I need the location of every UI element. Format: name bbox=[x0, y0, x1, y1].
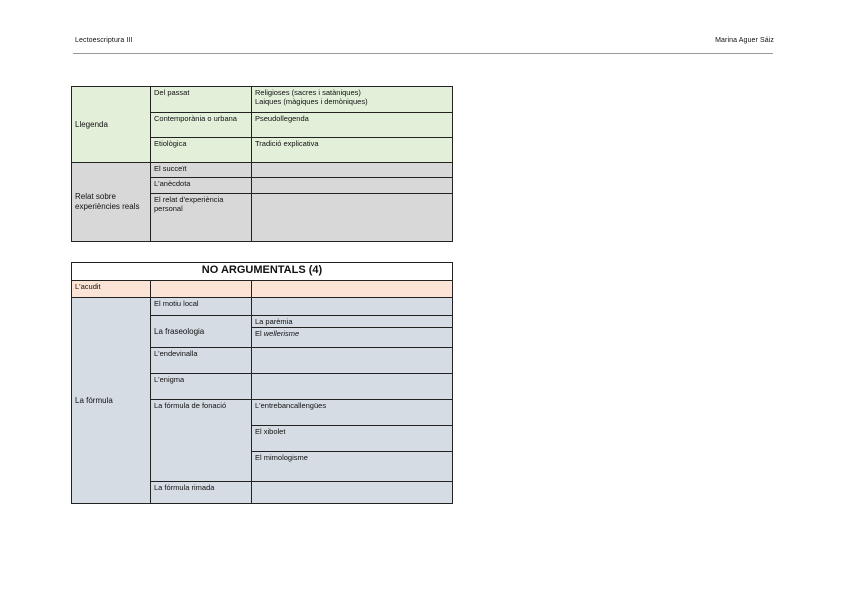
example-cell: Pseudollegenda bbox=[252, 113, 453, 138]
table-title-row bbox=[72, 263, 453, 281]
table-llegenda-relat bbox=[71, 86, 453, 242]
type-cell: Del passat bbox=[151, 87, 252, 113]
type-cell: Contemporània o urbana bbox=[151, 113, 252, 138]
example-cell bbox=[252, 482, 453, 504]
table-no-argumentals bbox=[71, 262, 453, 504]
category-formula: La fórmula bbox=[72, 298, 151, 504]
example-cell: L'entrebancallengües bbox=[252, 400, 453, 426]
example-line: Religioses (sacres i satàniques) bbox=[255, 88, 361, 97]
type-cell: La fórmula rimada bbox=[151, 482, 252, 504]
example-line: Laiques (màgiques i demòniques) bbox=[255, 97, 368, 107]
example-cell: El mimologisme bbox=[252, 452, 453, 482]
type-cell: L'endevinalla bbox=[151, 348, 252, 374]
example-cell: El xibolet bbox=[252, 426, 453, 452]
example-cell bbox=[252, 87, 453, 113]
category-acudit: L'acudit bbox=[72, 281, 151, 298]
type-cell: L'anècdota bbox=[151, 178, 252, 194]
type-cell: El motiu local bbox=[151, 298, 252, 316]
category-llegenda: Llegenda bbox=[72, 87, 151, 163]
example-italic: wellerisme bbox=[263, 329, 300, 339]
table-row bbox=[72, 281, 453, 298]
example-cell bbox=[252, 281, 453, 298]
type-cell: El relat d'experiència personal bbox=[151, 194, 252, 242]
example-cell bbox=[252, 163, 453, 178]
type-cell: El succeït bbox=[151, 163, 252, 178]
header-document-title: Lectoescriptura III bbox=[75, 37, 133, 44]
example-cell: La parèmia bbox=[252, 316, 453, 328]
example-cell bbox=[252, 194, 453, 242]
header-author: Marina Aguer Sáiz bbox=[715, 37, 774, 44]
example-cell bbox=[252, 298, 453, 316]
type-cell: L'enigma bbox=[151, 374, 252, 400]
example-prefix: El bbox=[255, 329, 264, 339]
category-relat: Relat sobre experiències reals bbox=[72, 163, 151, 242]
example-cell bbox=[252, 374, 453, 400]
type-cell: La fórmula de fonació bbox=[151, 400, 252, 482]
table-row bbox=[72, 163, 453, 178]
table-row bbox=[72, 87, 453, 113]
header-rule bbox=[73, 53, 773, 54]
table-title: NO ARGUMENTALS (4) bbox=[72, 263, 453, 281]
type-cell: Etiològica bbox=[151, 138, 252, 163]
example-cell: Tradició explicativa bbox=[252, 138, 453, 163]
type-cell: La fraseologia bbox=[151, 316, 252, 348]
type-cell bbox=[151, 281, 252, 298]
table-row bbox=[72, 298, 453, 316]
example-cell bbox=[252, 348, 453, 374]
example-cell bbox=[252, 328, 453, 348]
example-cell bbox=[252, 178, 453, 194]
